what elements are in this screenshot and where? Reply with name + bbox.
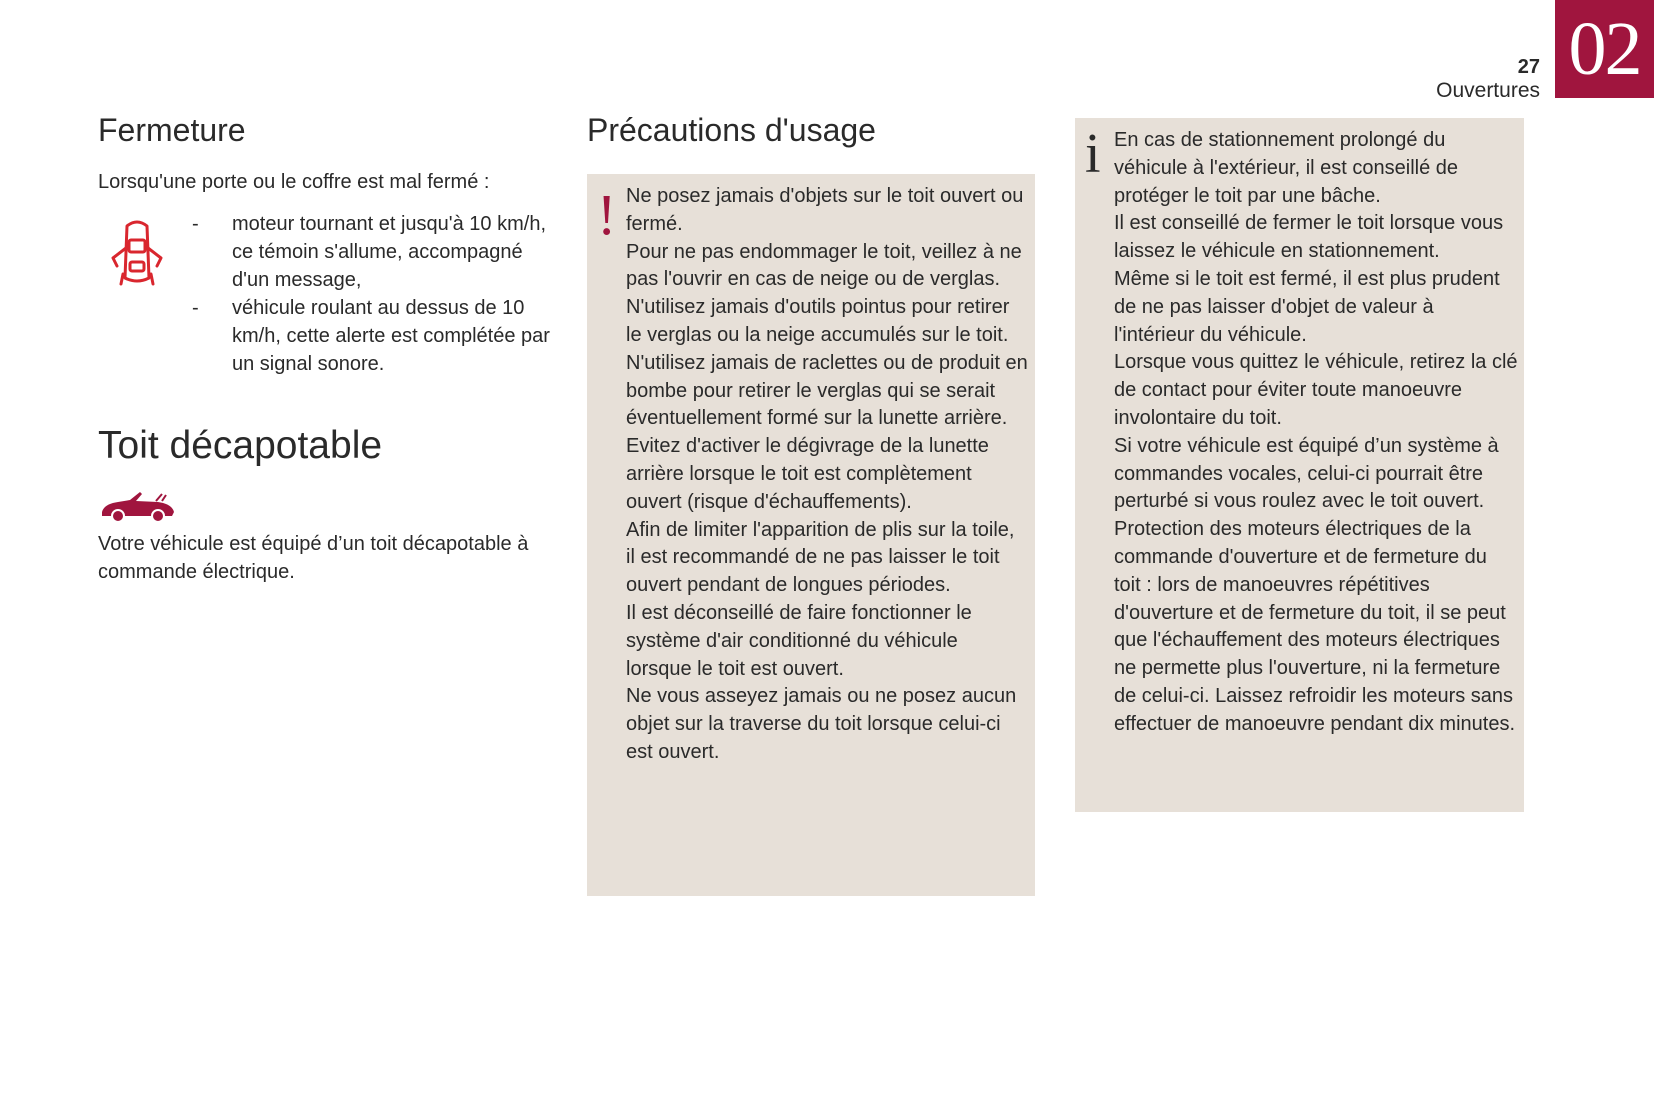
list-item	[192, 294, 552, 378]
convertible-car-icon	[100, 490, 176, 524]
warning-paragraph: N'utilisez jamais de raclettes ou de produit en bombe pour retirer le verglas qui se serait éventuellement formé sur la lunette arrière.	[626, 351, 1028, 430]
info-paragraph: Il est conseillé de fermer le toit lorsque vous laissez le véhicule en stationnement.	[1114, 212, 1504, 263]
section-name: Ouvertures	[1436, 79, 1540, 102]
door-open-warning-icon	[109, 218, 165, 288]
warning-text	[626, 183, 1028, 767]
info-paragraph: Même si le toit est fermé, il est plus prudent de ne pas laisser d'objet de valeur à l'intérieur du véhicule.	[1114, 267, 1500, 346]
exclamation-icon: !	[597, 182, 617, 247]
page-number: 27	[1517, 56, 1540, 78]
warning-paragraph: N'utilisez jamais d'outils pointus pour retirer le verglas ou la neige accumulés sur le toit.	[626, 296, 1010, 346]
fermeture-intro: Lorsqu'une porte ou le coffre est mal fermé :	[98, 171, 490, 193]
warning-paragraph: Evitez d'activer le dégivrage de la lunette arrière lorsque le toit est complètement ouvert (risque d'échauffements).	[626, 435, 989, 513]
list-item-text: moteur tournant et jusqu'à 10 km/h, ce témoin s'allume, accompagné d'un message,	[232, 213, 546, 291]
warning-paragraph: Afin de limiter l'apparition de plis sur la toile, il est recommandé de ne pas laisser le toit ouvert pendant de longues périodes.	[626, 518, 1015, 597]
precautions-title: Précautions d'usage	[587, 112, 876, 148]
info-paragraph: Si votre véhicule est équipé d’un système à commandes vocales, celui-ci pourrait être perturbé si vous roulez avec le toit ouvert.	[1114, 434, 1499, 513]
info-icon: i	[1085, 123, 1101, 185]
toit-text: Votre véhicule est équipé d’un toit décapotable à commande électrique.	[98, 533, 529, 583]
list-dash: -	[192, 297, 199, 319]
info-paragraph: En cas de stationnement prolongé du véhicule à l'extérieur, il est conseillé de protéger le toit par une bâche.	[1114, 129, 1459, 207]
info-paragraph: Protection des moteurs électriques de la commande d'ouverture et de fermeture du toit : lors de manoeuvres répétitives d'ouverture et de fermeture du toit, il se peut que l'échauffement des moteurs électriques ne permette plus l'ouverture, ni la fermeture de celui-ci. Laissez refroidir les moteurs sans effectuer de manoeuvre pendant dix minutes.	[1114, 518, 1515, 735]
toit-title: Toit décapotable	[98, 424, 383, 467]
warning-box	[587, 174, 1035, 896]
fermeture-title: Fermeture	[98, 112, 246, 148]
warning-paragraph: Ne vous asseyez jamais ou ne posez aucun objet sur la traverse du toit lorsque celui-ci est ouvert.	[626, 685, 1017, 763]
list-item-text: véhicule roulant au dessus de 10 km/h, cette alerte est complétée par un signal sonore.	[232, 297, 550, 375]
info-paragraph: Lorsque vous quittez le véhicule, retirez la clé de contact pour éviter toute manoeuvre involontaire du toit.	[1114, 351, 1518, 429]
info-box	[1075, 118, 1524, 812]
warning-paragraph: Il est déconseillé de faire fonctionner le système d'air conditionné du véhicule lorsque le toit est ouvert.	[626, 601, 972, 680]
warning-paragraph: Pour ne pas endommager le toit, veillez à ne pas l'ouvrir en cas de neige ou de verglas.	[626, 240, 1022, 291]
fermeture-list	[192, 210, 552, 378]
chapter-number: 02	[1568, 7, 1641, 91]
warning-paragraph: Ne posez jamais d'objets sur le toit ouvert ou fermé.	[626, 185, 1024, 235]
info-text	[1114, 127, 1518, 739]
list-dash: -	[192, 213, 199, 235]
chapter-tab	[1555, 0, 1654, 98]
list-item	[192, 210, 552, 294]
